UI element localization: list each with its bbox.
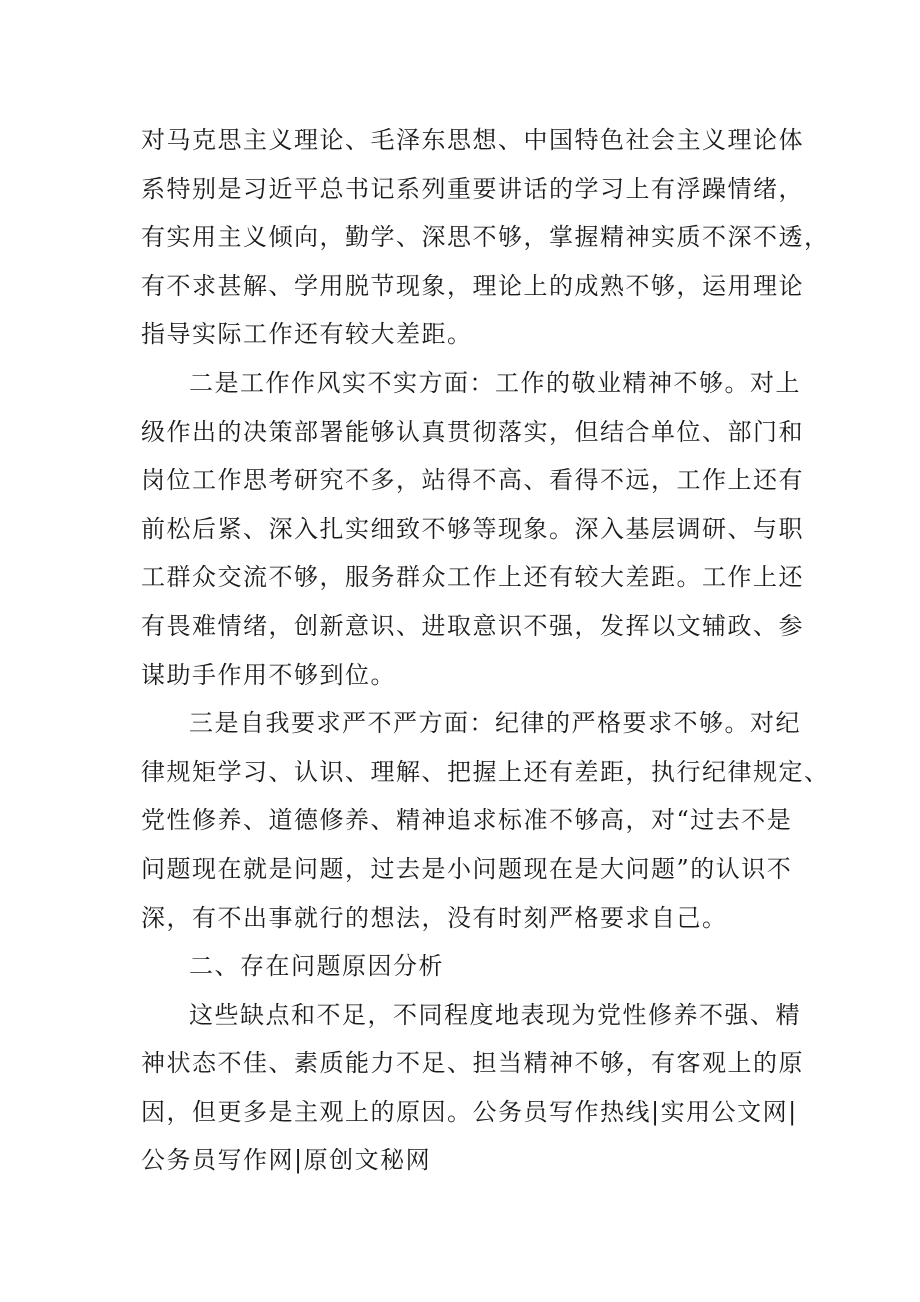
text-line: 神状态不佳、素质能力不足、担当精神不够，有客观上的原: [141, 1049, 804, 1078]
section-heading: 二、存在问题原因分析: [189, 952, 444, 981]
paragraph-start-line: 这些缺点和不足，不同程度地表现为党性修养不强、精: [189, 1000, 801, 1029]
paragraph-start-line: 三是自我要求严不严方面：纪律的严格要求不够。对纪: [189, 709, 801, 738]
text-line: 有畏难情绪，创新意识、进取意识不强，发挥以文辅政、参: [141, 611, 804, 640]
text-line: 因，但更多是主观上的原因。公务员写作热线|实用公文网|: [141, 1097, 798, 1126]
text-line: 有实用主义倾向，勤学、深思不够，掌握精神实质不深不透，: [141, 223, 830, 252]
text-line: 谋助手作用不够到位。: [141, 660, 396, 689]
text-line: 岗位工作思考研究不多，站得不高、看得不远，工作上还有: [141, 466, 804, 495]
text-line: 深，有不出事就行的想法，没有时刻严格要求自己。: [141, 903, 728, 932]
text-line: 系特别是习近平总书记系列重要讲话的学习上有浮躁情绪，: [141, 174, 804, 203]
text-line: 有不求甚解、学用脱节现象，理论上的成熟不够，运用理论: [141, 271, 804, 300]
text-line: 公务员写作网|原创文秘网: [141, 1146, 432, 1175]
paragraph-start-line: 二是工作作风实不实方面：工作的敬业精神不够。对上: [189, 368, 801, 397]
text-line: 律规矩学习、认识、理解、把握上还有差距，执行纪律规定、: [141, 757, 830, 786]
text-line: 级作出的决策部署能够认真贯彻落实，但结合单位、部门和: [141, 417, 804, 446]
document-body: [141, 116, 830, 1185]
text-line: 工群众交流不够，服务群众工作上还有较大差距。工作上还: [141, 563, 804, 592]
text-line: 对马克思主义理论、毛泽东思想、中国特色社会主义理论体: [141, 126, 804, 154]
text-line: 党性修养、道德修养、精神追求标准不够高，对“过去不是: [141, 806, 793, 835]
text-line: 前松后紧、深入扎实细致不够等现象。深入基层调研、与职: [141, 514, 804, 543]
text-line: 问题现在就是问题，过去是小问题现在是大问题”的认识不: [141, 854, 793, 883]
text-line: 指导实际工作还有较大差距。: [141, 320, 473, 349]
